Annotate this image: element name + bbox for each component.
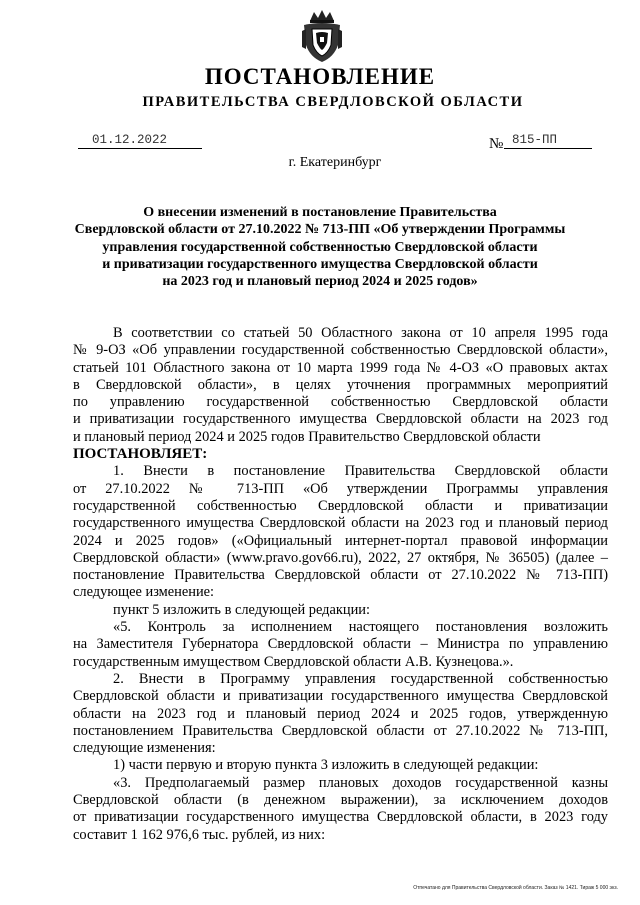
resolution-word: ПОСТАНОВЛЯЕТ: <box>73 446 208 463</box>
body-line: «5. Контроль за исполнением настоящего постановления возложить <box>113 619 608 636</box>
body-line: Свердловской области и приватизации государственного имущества Свердловской <box>73 688 608 705</box>
body-line: государственным имуществом Свердловской области А.В. Кузнецова.». <box>73 653 514 670</box>
body-line: постановление Правительства Свердловской области от 27.10.2022 № 713-ПП) <box>73 567 608 584</box>
body-line: области на 2023 год и плановый период 2024 и 2025 годов, утвержденную <box>73 705 608 722</box>
body-line: Свердловской области» (www.pravo.gov66.ru), 2022, 27 октября, № 36505) (далее – <box>73 549 608 566</box>
document-number: 815-ПП <box>504 133 592 149</box>
print-note: Отпечатано для Правительства Свердловской области. Заказ № 1421. Тираж 5 000 экз. <box>413 885 618 891</box>
body-line: 1) части первую и вторую пункта 3 изложить в следующей редакции: <box>113 757 539 774</box>
body-line: составит 1 162 976,6 тыс. рублей, из них: <box>73 826 326 843</box>
heading-line: управления государственной собственностью Свердловской области <box>102 239 538 255</box>
heading-line: О внесении изменений в постановление Правительства <box>143 205 497 220</box>
body-line: В соответствии со статьей 50 Областного закона от 10 апреля 1995 года <box>113 325 608 341</box>
number-sign: № <box>489 136 504 152</box>
document-date: 01.12.2022 <box>78 133 202 149</box>
heading-line: на 2023 год и плановый период 2024 и 2025 годов» <box>162 274 478 290</box>
body-line: государственного имущества Свердловской области на 2023 год и плановый период <box>73 515 608 532</box>
body-line: по управлению государственной собственностью Свердловской области <box>73 394 608 411</box>
body-line: следующее изменение: <box>73 584 215 601</box>
body-line: на Заместителя Губернатора Свердловской области – Министра по управлению <box>73 636 608 653</box>
body-line: от приватизации государственного имущества Свердловской области, в 2023 году <box>73 809 608 826</box>
body-line: Свердловской области (в денежном выражении), за исключением доходов <box>73 792 608 809</box>
body-line: от 27.10.2022 № 713-ПП «Об утверждении Программы управления <box>73 480 608 497</box>
body-line: № 9-ОЗ «Об управлении государственной собственностью Свердловской области», <box>73 342 608 359</box>
document-city: г. Екатеринбург <box>288 155 382 170</box>
body-line: и приватизации государственного имущества Свердловской области на 2023 год <box>73 411 608 428</box>
body-line: 1. Внести в постановление Правительства Свердловской области <box>113 463 608 480</box>
body-line: в Свердловской области», в целях уточнения программных мероприятий <box>73 376 608 393</box>
body-line: постановлением Правительства Свердловской области от 27.10.2022 № 713-ПП, <box>73 722 608 739</box>
body-line: пункт 5 изложить в следующей редакции: <box>113 601 370 618</box>
body-line: 2. Внести в Программу управления государственной собственностью <box>113 670 608 687</box>
document-heading <box>70 204 570 290</box>
body-line: следующие изменения: <box>73 740 216 757</box>
document-issuer: ПРАВИТЕЛЬСТВА СВЕРДЛОВСКОЙ ОБЛАСТИ <box>142 94 524 110</box>
body-line: 2024 и 2025 годов» («Официальный интернет-портал правовой информации <box>73 532 608 549</box>
document-title: ПОСТАНОВЛЕНИЕ <box>204 64 436 89</box>
coat-of-arms-icon <box>300 9 344 63</box>
heading-line: Свердловской области от 27.10.2022 № 713-ПП «Об утверждении Программы <box>74 222 566 238</box>
body-line: государственной собственностью Свердловской области и приватизации <box>73 497 608 514</box>
body-line: «3. Предполагаемый размер плановых доходов государственной казны <box>113 774 608 791</box>
heading-line: и приватизации государственного имущества Свердловской области <box>102 256 538 272</box>
body-line: и плановый период 2024 и 2025 годов Правительство Свердловской области <box>73 428 541 445</box>
body-line: статьей 101 Областного закона от 10 марта 1999 года № 4-ОЗ «О правовых актах <box>73 359 608 376</box>
document-body <box>73 325 608 844</box>
